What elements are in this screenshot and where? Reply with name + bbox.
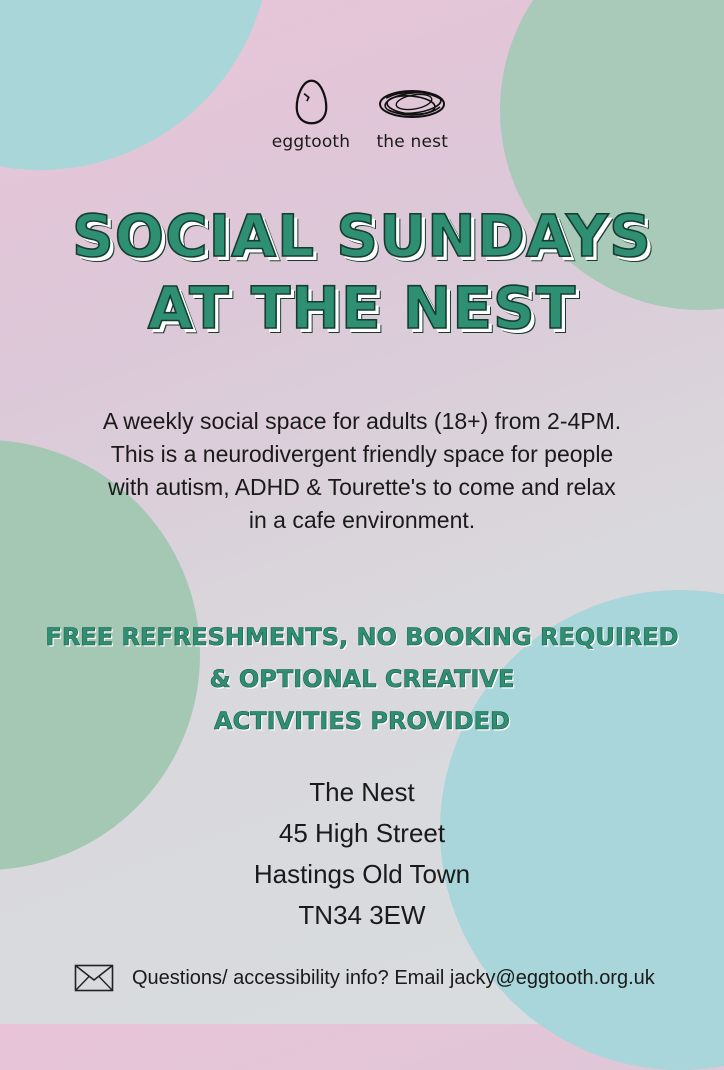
- the-nest-logo: [372, 78, 452, 152]
- description-line-2: This is a neurodivergent friendly space for people: [110, 441, 614, 467]
- envelope-icon: [74, 964, 114, 992]
- poster-title: [0, 200, 724, 344]
- highlight-line-1: FREE REFRESHMENTS, NO BOOKING REQUIRED: [45, 623, 679, 651]
- description: [40, 405, 684, 537]
- description-line-3: with autism, ADHD & Tourette's to come and relax: [108, 474, 616, 500]
- highlight-line-2: & OPTIONAL CREATIVE: [209, 665, 515, 693]
- egg-icon: [293, 78, 330, 126]
- address-line-3: Hastings Old Town: [253, 859, 471, 889]
- contact-line: [74, 964, 655, 992]
- eggtooth-logo: [272, 78, 351, 152]
- eggtooth-logo-text: eggtooth: [271, 132, 351, 152]
- address-line-1: The Nest: [309, 777, 415, 807]
- highlight-line-3: ACTIVITIES PROVIDED: [214, 707, 510, 735]
- nest-icon: [372, 78, 452, 126]
- contact-text: Questions/ accessibility info? Email jacky@eggtooth.org.uk: [132, 966, 655, 989]
- title-line-1: SOCIAL SUNDAYS: [72, 202, 652, 270]
- offer-highlight: [0, 616, 724, 742]
- description-line-1: A weekly social space for adults (18+) from 2-4PM.: [102, 408, 622, 434]
- address-line-2: 45 High Street: [278, 818, 446, 848]
- title-line-2: AT THE NEST: [147, 274, 577, 342]
- the-nest-logo-text: the nest: [376, 132, 449, 152]
- venue-address: [0, 772, 724, 936]
- description-line-4: in a cafe environment.: [248, 507, 476, 533]
- address-line-4: TN34 3EW: [298, 900, 426, 930]
- logo-row: [0, 78, 724, 152]
